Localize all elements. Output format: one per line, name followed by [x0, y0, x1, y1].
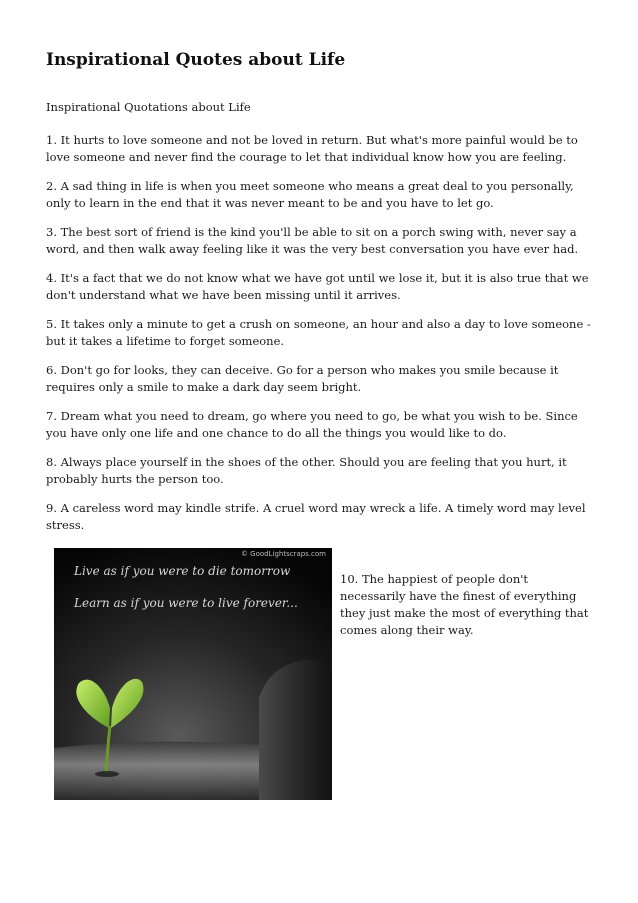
page-title: Inspirational Quotes about Life	[46, 50, 346, 70]
inspirational-image	[54, 548, 332, 800]
quote-item: 6. Don't go for looks, they can deceive. Go for a person who makes you smile because it requires only a smile to make a dark day seem bright.	[46, 363, 559, 394]
quote-list	[46, 132, 598, 546]
image-quote-line-2: Learn as if you were to live forever...	[74, 596, 298, 610]
quote-item: 4. It's a fact that we do not know what we have got until we lose it, but it is also true that we don't understand what we have been missing until it arrives.	[46, 271, 589, 302]
quote-item: 2. A sad thing in life is when you meet someone who means a great deal to you personally, only to learn in the end that it was never meant to be and you have to let go.	[46, 179, 574, 210]
page-subtitle: Inspirational Quotations about Life	[46, 100, 251, 114]
quote-item: 8. Always place yourself in the shoes of the other. Should you are feeling that you hurt, it probably hurts the person too.	[46, 455, 567, 486]
quote-item: 1. It hurts to love someone and not be loved in return. But what's more painful would be to love someone and never find the courage to let that individual know how you are feeling.	[46, 133, 578, 164]
quote-item: 9. A careless word may kindle strife. A cruel word may wreck a life. A timely word may level stress.	[46, 501, 586, 532]
quote-item: 7. Dream what you need to dream, go where you need to go, be what you wish to be. Since you have only one life and one chance to do all the things you would like to do.	[46, 409, 578, 440]
quote-item: 5. It takes only a minute to get a crush on someone, an hour and also a day to love someone -but it takes a lifetime to forget someone.	[46, 317, 591, 348]
image-quote-line-1: Live as if you were to die tomorrow	[74, 564, 291, 578]
quote-10: 10. The happiest of people don't necessarily have the finest of everything they just make the most of everything that comes along their way.	[340, 572, 589, 637]
image-watermark: © GoodLightscraps.com	[240, 550, 326, 558]
quote-item: 3. The best sort of friend is the kind you'll be able to sit on a porch swing with, never say a word, and then walk away feeling like it was the very best conversation you have ever had.	[46, 225, 579, 256]
